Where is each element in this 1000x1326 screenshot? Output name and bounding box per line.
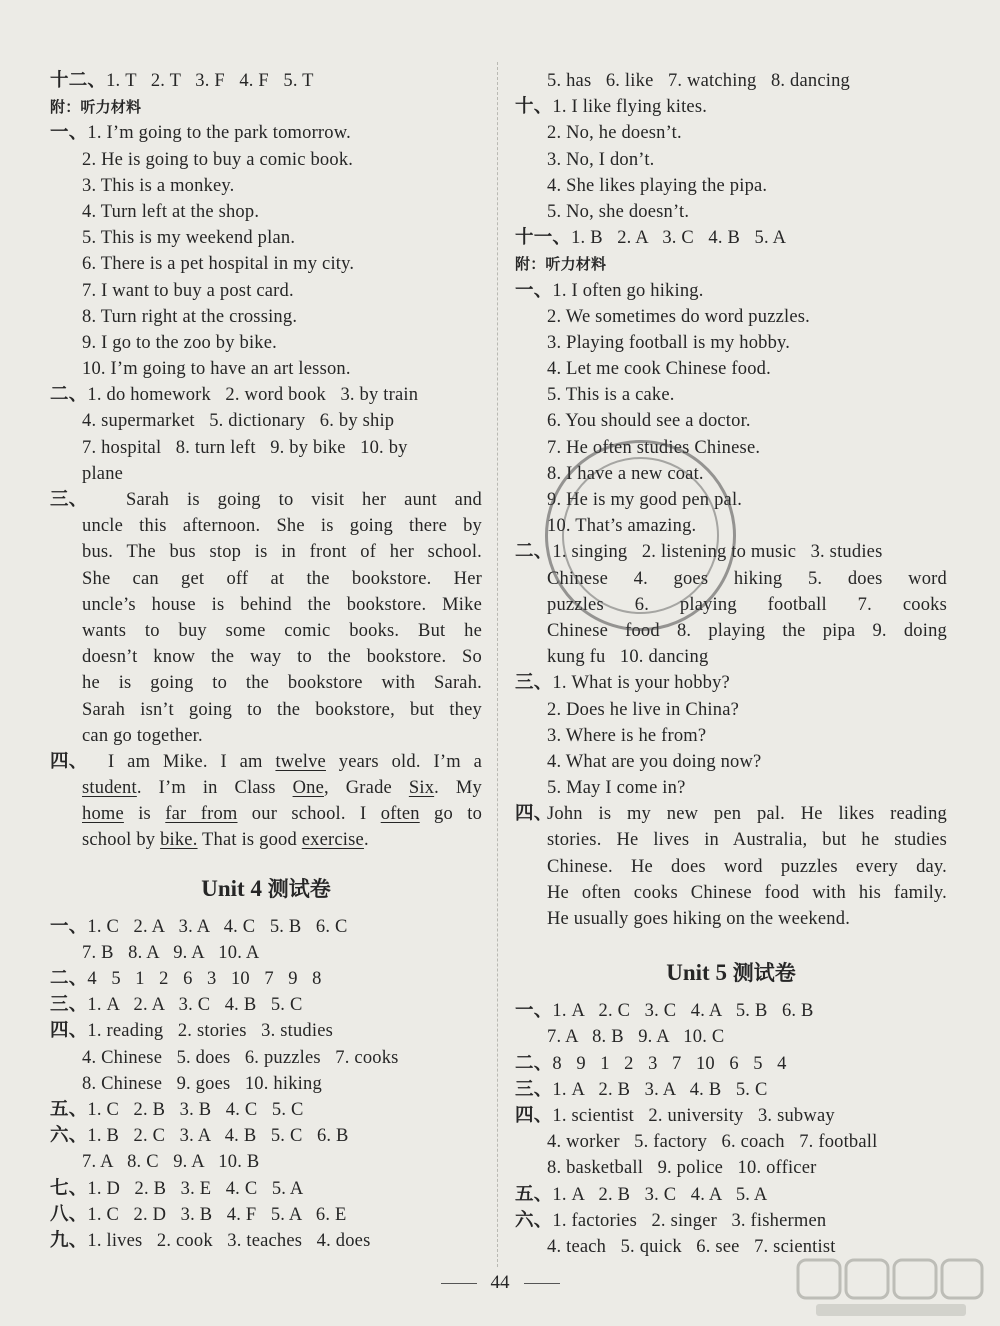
answer-line: 7. B 8. A 9. A 10. A [82,942,260,963]
list-item: 3. This is a monkey. [82,175,235,196]
passage-line: He often cooks Chinese food with his family. [547,882,947,903]
answer-line: Chinese food 8. playing the pipa 9. doing [547,620,947,641]
answer-line: 8. basketball 9. police 10. officer [547,1158,817,1179]
list-item: 一、1. I often go hiking. [515,280,704,301]
passage-line: home is far from our school. I often go to [82,804,483,825]
answer-line: puzzles 6. playing football 7. cooks [547,594,947,615]
list-item: 5. This is my weekend plan. [82,228,296,249]
list-item: 9. He is my good pen pal. [547,490,743,510]
answer-line: 7. A 8. C 9. A 10. B [82,1152,260,1173]
answer-line: 十一、1. B 2. A 3. C 4. B 5. A [515,228,787,249]
listening-material-heading: 附：听力材料 [50,98,142,117]
passage-line: uncle this afternoon. She is going there by [82,516,482,537]
answer-line: 4. worker 5. factory 6. coach 7. football [547,1132,878,1153]
page-number: 44 [0,1272,1000,1294]
passage-line: doesn’t know the way to the bookstore. So [82,647,482,668]
list-item: 4. Let me cook Chinese food. [547,359,771,380]
answer-line: 十二、1. T 2. T 3. F 4. F 5. T [50,71,314,91]
answer-line: 六、1. factories 2. singer 3. fishermen [515,1210,827,1231]
passage-line: Chinese. He does word puzzles every day. [547,856,947,877]
answer-line: 一、1. C 2. A 3. A 4. C 5. B 6. C [50,916,348,937]
list-item: 5. This is a cake. [547,385,675,406]
answer-line: 四、1. reading 2. stories 3. studies [50,1021,334,1042]
answer-line: 八、1. C 2. D 3. B 4. F 5. A 6. E [50,1204,347,1225]
answer-line: 四、1. scientist 2. university 3. subway [515,1105,835,1126]
passage-line: uncle’s house is behind the bookstore. Mike [82,594,482,615]
list-item: 4. Turn left at the shop. [82,201,260,222]
list-item: 6. There is a pet hospital in my city. [82,254,355,275]
list-item: 三、1. What is your hobby? [515,673,730,694]
passage-line: He usually goes hiking on the weekend. [547,909,851,929]
passage-line: can go together. [82,725,203,746]
answer-line: 七、1. D 2. B 3. E 4. C 5. A [50,1178,304,1199]
unit5-heading: Unit 5 测试卷 [666,960,796,986]
right-column [515,68,947,1260]
passage-line: wants to buy some comic books. But he [82,620,482,641]
passage-line: school by bike. That is good exercise. [82,830,369,851]
list-item: 3. Where is he from? [547,725,707,746]
answer-line: 一、1. A 2. C 3. C 4. A 5. B 6. B [515,1001,814,1022]
list-item: 2. No, he doesn’t. [547,123,682,144]
list-item: 7. He often studies Chinese. [547,437,761,458]
list-item: 2. He is going to buy a comic book. [82,149,354,170]
answer-line: 8. Chinese 9. goes 10. hiking [82,1073,322,1094]
answer-line: 二、1. singing 2. listening to music 3. studies [515,542,883,563]
listening-material-heading: 附：听力材料 [515,255,607,274]
answer-line: 三、1. A 2. A 3. C 4. B 5. C [50,995,303,1016]
answer-line: 4. teach 5. quick 6. see 7. scientist [547,1236,836,1257]
list-item: 5. No, she doesn’t. [547,201,690,222]
unit4-heading: Unit 4 测试卷 [201,875,331,901]
answer-line: plane [82,463,124,484]
column-divider [497,62,498,1267]
answer-line: kung fu 10. dancing [547,647,709,668]
answer-line: 六、1. B 2. C 3. A 4. B 5. C 6. B [50,1126,349,1147]
list-item: 8. I have a new coat. [547,463,704,484]
answer-line: 二、4 5 1 2 6 3 10 7 9 8 [50,969,322,989]
answer-line: Chinese 4. goes hiking 5. does word [547,568,947,589]
passage-line: bus. The bus stop is in front of her school. [82,542,482,563]
list-item: 3. No, I don’t. [547,149,655,170]
answer-line: 4. supermarket 5. dictionary 6. by ship [82,411,395,432]
passage-line: 三、 Sarah is going to visit her aunt and [50,490,482,510]
list-item: 9. I go to the zoo by bike. [82,332,277,353]
list-item: 3. Playing football is my hobby. [547,332,791,353]
answer-line: 7. A 8. B 9. A 10. C [547,1027,725,1048]
answer-line: 五、1. C 2. B 3. B 4. C 5. C [50,1099,304,1120]
answer-line: 九、1. lives 2. cook 3. teaches 4. does [50,1230,371,1251]
passage-line: She can get off at the bookstore. Her [82,568,482,589]
answer-line: 三、1. A 2. B 3. A 4. B 5. C [515,1079,768,1100]
list-item: 10. That’s amazing. [547,516,697,537]
list-item: 2. Does he live in China? [547,699,740,720]
list-item: 4. She likes playing the pipa. [547,175,768,196]
list-item: 十、1. I like flying kites. [515,97,708,118]
list-item: 10. I’m going to have an art lesson. [82,359,351,380]
list-item: 6. You should see a doctor. [547,411,751,432]
list-item: 2. We sometimes do word puzzles. [547,306,811,327]
list-item: 7. I want to buy a post card. [82,280,294,301]
passage-line: Sarah isn’t going to the bookstore, but they [82,699,482,720]
answer-line: 二、1. do homework 2. word book 3. by train [50,385,419,406]
answer-line: 7. hospital 8. turn left 9. by bike 10. by [82,437,408,458]
passage-line: 四、 John is my new pen pal. He likes reading [515,804,947,825]
list-item: 8. Turn right at the crossing. [82,306,298,327]
passage-line: he is going to the bookstore with Sarah. [82,673,482,694]
answer-line: 五、1. A 2. B 3. C 4. A 5. A [515,1184,768,1205]
answer-line: 4. Chinese 5. does 6. puzzles 7. cooks [82,1047,399,1068]
passage-line: student. I’m in Class One, Grade Six. My [82,778,482,799]
left-column [50,68,482,1254]
list-item: 5. May I come in? [547,778,686,799]
list-item: 一、1. I’m going to the park tomorrow. [50,123,351,144]
passage-line: 四、 I am Mike. I am twelve years old. I’m a [50,751,482,772]
passage-line: stories. He lives in Australia, but he studies [547,830,947,851]
answer-line: 二、8 9 1 2 3 7 10 6 5 4 [515,1053,787,1074]
answer-line: 5. has 6. like 7. watching 8. dancing [547,71,851,91]
list-item: 4. What are you doing now? [547,751,762,772]
